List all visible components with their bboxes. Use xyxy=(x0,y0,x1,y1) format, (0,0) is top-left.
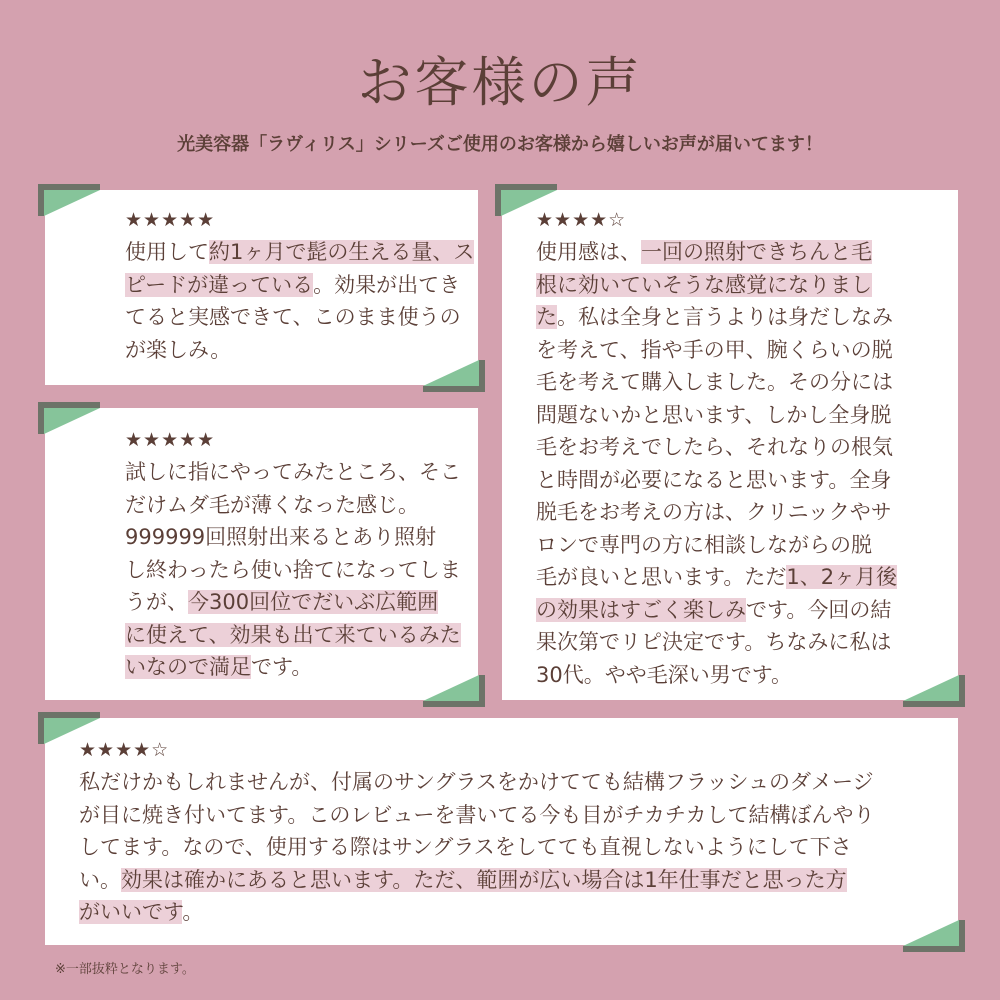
review-text-segment: てると実感できて、このまま使うの xyxy=(125,305,461,329)
highlighted-text: 効果は確かにあると思います。ただ、範囲が広い場合は1年仕事だと思った方 xyxy=(121,867,847,892)
review-line xyxy=(79,766,958,799)
highlighted-text: がいいです xyxy=(79,900,183,924)
highlighted-text: 1、2ヶ月後 xyxy=(786,565,898,589)
review-text-segment: 毛をお考えでしたら、それなりの根気 xyxy=(536,435,893,459)
review-line xyxy=(536,529,958,562)
review-text-segment: 毛が良いと思います。ただ xyxy=(536,565,787,589)
review-line xyxy=(79,896,958,929)
review-card-3 xyxy=(502,190,958,700)
review-line xyxy=(536,464,958,497)
review-line xyxy=(536,236,958,269)
review-text-segment: 。 xyxy=(182,900,204,924)
review-line xyxy=(125,586,478,619)
review-text xyxy=(125,456,478,684)
highlighted-text: いなので満足 xyxy=(125,655,251,679)
review-line xyxy=(536,496,958,529)
review-text xyxy=(536,236,958,691)
review-text-segment: が楽しみ。 xyxy=(125,337,232,362)
review-line xyxy=(125,619,478,652)
review-text-segment: 脱毛をお考えの方は、クリニックやサ xyxy=(536,500,892,524)
review-line xyxy=(125,269,478,302)
review-text-segment: が目に焼き付いてます。このレビューを書いてる今も目がチカチカして結構ぼんやり xyxy=(79,802,875,827)
star-rating: ★★★★☆ xyxy=(79,739,170,761)
corner-decoration xyxy=(38,184,100,216)
highlighted-text: に使えて、効果も出て来ているみた xyxy=(125,622,461,647)
review-text-segment: 私だけかもしれませんが、付属のサングラスをかけてても結構フラッシュのダメージ xyxy=(79,770,874,794)
review-line xyxy=(125,301,478,334)
review-line xyxy=(125,554,478,587)
review-text-segment: 毛を考えて購入しました。その分には xyxy=(536,370,893,394)
review-text xyxy=(79,766,958,929)
review-text-segment: 使用感は、 xyxy=(536,240,641,264)
review-text-segment: です。 xyxy=(251,655,313,679)
review-line xyxy=(125,236,478,269)
highlighted-text: 根に効いていそうな感覚になりまし xyxy=(536,272,872,297)
page-title: お客様の声 xyxy=(357,51,643,114)
review-card-2 xyxy=(45,408,478,700)
star-rating: ★★★★☆ xyxy=(536,209,627,231)
review-line xyxy=(536,561,958,594)
review-line xyxy=(125,489,478,522)
review-text-segment: い。 xyxy=(79,867,121,892)
review-text-segment: してます。なので、使用する際はサングラスをしてても直視しないようにして下さ xyxy=(79,835,852,859)
corner-decoration xyxy=(903,920,965,952)
review-text xyxy=(125,236,478,366)
review-card-4 xyxy=(45,718,958,945)
corner-decoration xyxy=(495,184,557,216)
review-text-segment: 。効果が出てき xyxy=(313,272,461,297)
highlighted-text: 一回の照射できちんと毛 xyxy=(641,240,872,264)
review-text-segment: 30代。やや毛深い男です。 xyxy=(536,662,793,687)
review-line xyxy=(536,626,958,659)
review-line xyxy=(536,366,958,399)
review-line xyxy=(125,521,478,554)
review-text-segment: と時間が必要になると思います。全身 xyxy=(536,467,892,492)
review-line xyxy=(536,431,958,464)
page-subtitle: 光美容器「ラヴィリス」シリーズご使用のお客様から嬉しいお声が届いてます！ xyxy=(177,134,823,155)
review-line xyxy=(536,269,958,302)
highlighted-text: た xyxy=(536,305,557,329)
review-line xyxy=(536,659,958,692)
review-text-segment: 果次第でリピ決定です。ちなみに私は xyxy=(536,630,892,654)
review-line xyxy=(79,864,958,897)
review-line xyxy=(79,831,958,864)
highlighted-text: 約1ヶ月で髭の生える量、ス xyxy=(209,240,475,264)
review-line xyxy=(536,594,958,627)
corner-decoration xyxy=(423,360,485,392)
footnote: ※一部抜粋となります。 xyxy=(55,962,195,977)
review-line xyxy=(536,301,958,334)
review-text-segment: だけムダ毛が薄くなった感じ。 xyxy=(125,492,419,517)
review-text-segment: し終わったら使い捨てになってしま xyxy=(125,557,461,582)
highlighted-text: の効果はすごく楽しみ xyxy=(536,597,746,622)
review-text-segment: を考えて、指や手の甲、腕くらいの脱 xyxy=(536,337,893,362)
review-card-1 xyxy=(45,190,478,385)
review-line xyxy=(536,399,958,432)
highlighted-text: ピードが違っている xyxy=(125,272,314,297)
star-rating: ★★★★★ xyxy=(125,429,216,451)
star-rating: ★★★★★ xyxy=(125,209,216,231)
corner-decoration xyxy=(423,675,485,707)
corner-decoration xyxy=(38,402,100,434)
review-text-segment: です。今回の結 xyxy=(746,597,892,622)
review-text-segment: 問題ないかと思います、しかし全身脱 xyxy=(536,402,892,427)
review-line xyxy=(79,799,958,832)
review-text-segment: ロンで専門の方に相談しながらの脱 xyxy=(536,532,872,557)
review-text-segment: 。私は全身と言うよりは身だしなみ xyxy=(557,305,893,329)
corner-decoration xyxy=(38,712,100,744)
review-text-segment: 試しに指にやってみたところ、そこ xyxy=(125,460,461,484)
review-line xyxy=(125,456,478,489)
review-text-segment: うが、 xyxy=(125,590,188,614)
highlighted-text: 今300回位でだいぶ広範囲 xyxy=(188,590,439,614)
review-text-segment: 999999回照射出来るとあり照射 xyxy=(125,525,437,549)
corner-decoration xyxy=(903,675,965,707)
review-text-segment: 使用して xyxy=(125,240,209,264)
review-line xyxy=(536,334,958,367)
